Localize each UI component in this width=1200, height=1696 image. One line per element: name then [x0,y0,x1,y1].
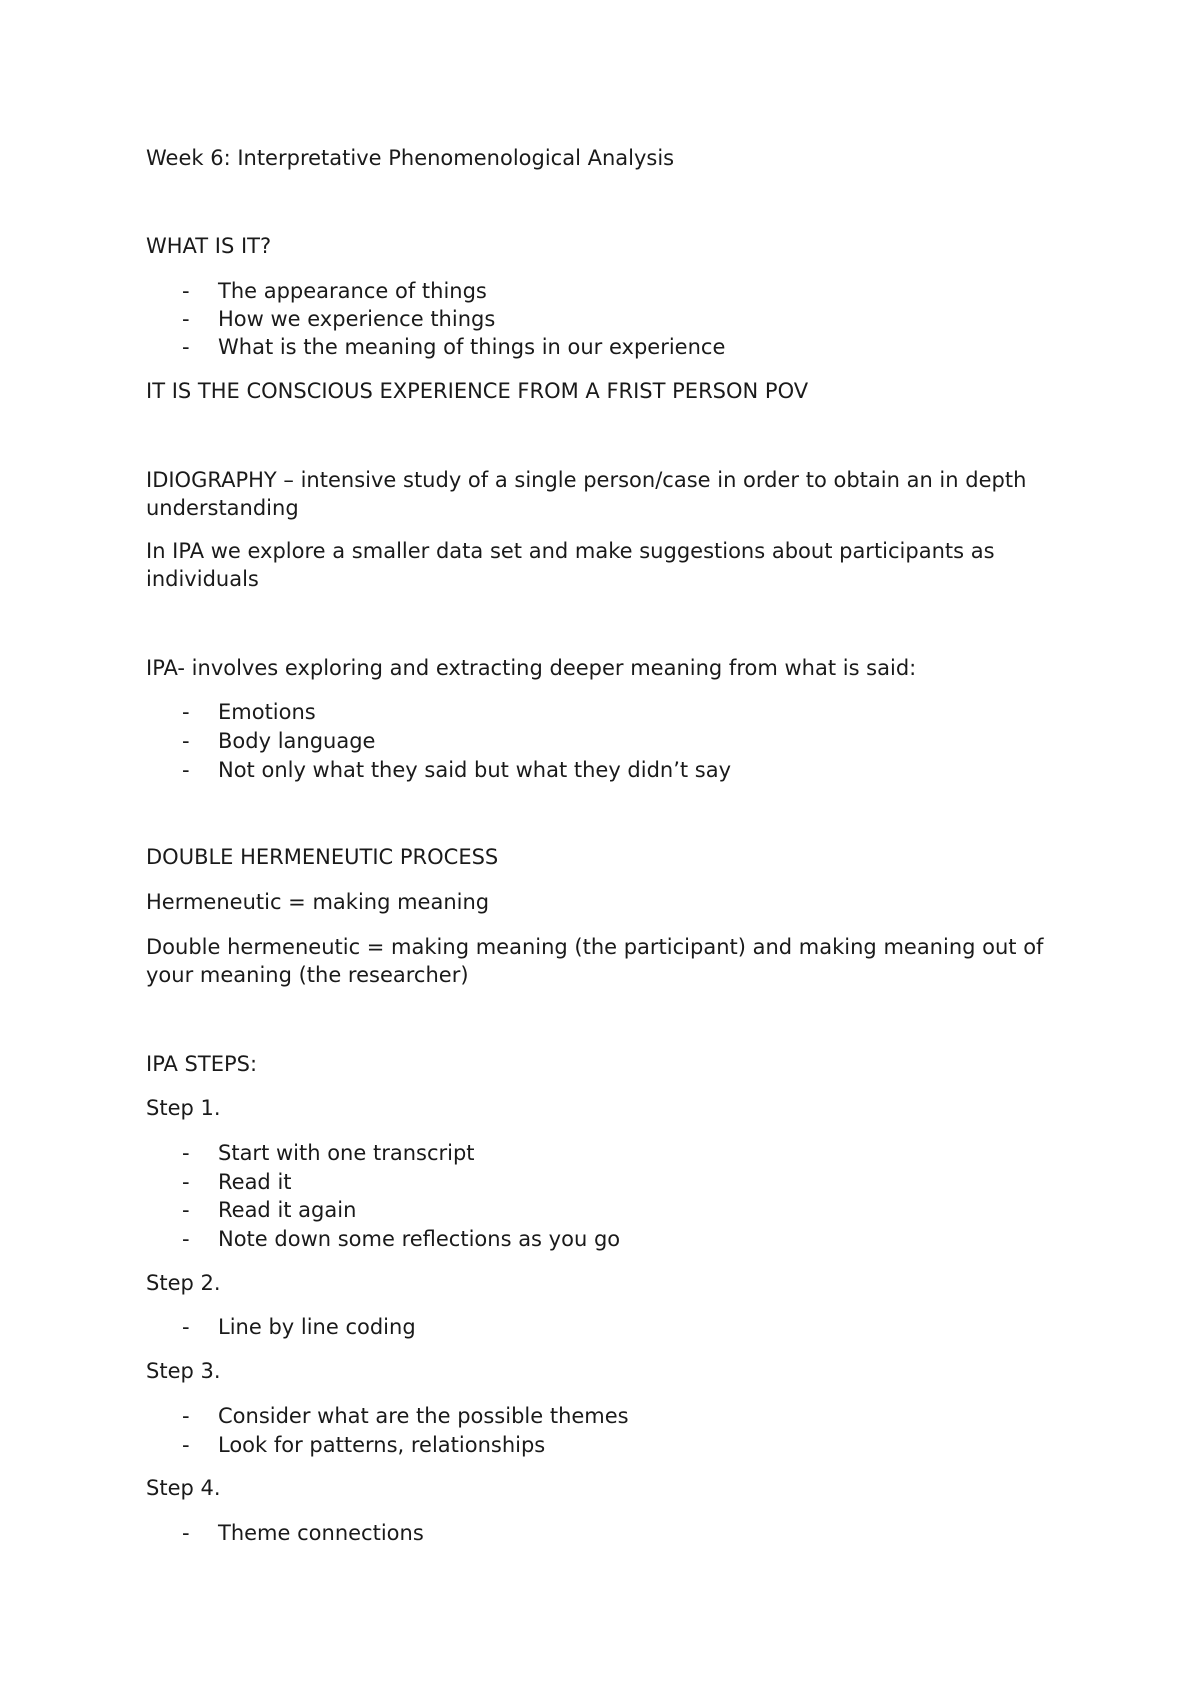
list-item-text: Start with one transcript [218,1141,475,1165]
list-item-text: Consider what are the possible themes [218,1404,629,1428]
bullet-dash: - [182,1404,190,1428]
bullet-dash: - [182,758,190,782]
double-hermeneutic-definition: Double hermeneutic = making meaning (the participant) and making meaning out of your meaning (the researcher) [146,935,1044,987]
list-item-text: Theme connections [218,1521,424,1545]
bullet-dash: - [182,279,190,303]
list-item [182,333,725,361]
list-item [182,1431,545,1459]
list-item [182,756,731,784]
bullet-dash: - [182,1141,190,1165]
bullet-dash: - [182,1198,190,1222]
list-item [182,1519,424,1547]
bullet-dash: - [182,307,190,331]
step-label: Step 2. [146,1271,221,1295]
hermeneutic-definition: Hermeneutic = making meaning [146,890,490,914]
bullet-dash: - [182,1227,190,1251]
list-item [182,1225,620,1253]
list-item-text: Line by line coding [218,1315,416,1339]
list-item [182,1139,475,1167]
bullet-dash: - [182,1315,190,1339]
list-item-text: Not only what they said but what they didn’t say [218,758,732,782]
list-item-text: Body language [218,729,376,753]
section-heading-ipa-steps: IPA STEPS: [146,1052,258,1076]
step-label: Step 4. [146,1476,221,1500]
list-item-text: Emotions [218,700,316,724]
document-title: Week 6: Interpretative Phenomenological Analysis [146,146,675,170]
list-item-text: Note down some reflections as you go [218,1227,621,1251]
bullet-dash: - [182,1521,190,1545]
step-label: Step 3. [146,1359,221,1383]
list-item [182,1196,356,1224]
step-label: Step 1. [146,1096,221,1120]
ipa-intro: IPA- involves exploring and extracting deeper meaning from what is said: [146,656,917,680]
list-item [182,1313,416,1341]
bullet-dash: - [182,729,190,753]
list-item-text: How we experience things [218,307,496,331]
bullet-dash: - [182,1170,190,1194]
bullet-dash: - [182,335,190,359]
section-heading-double-hermeneutic: DOUBLE HERMENEUTIC PROCESS [146,845,499,869]
list-item-text: Look for patterns, relationships [218,1433,546,1457]
list-item-text: Read it again [218,1198,357,1222]
idiography-definition: IDIOGRAPHY – intensive study of a single person/case in order to obtain an in depth understanding [146,468,1027,520]
list-item [182,698,316,726]
list-item-text: What is the meaning of things in our experience [218,335,726,359]
list-item [182,1402,629,1430]
list-item-text: The appearance of things [218,279,487,303]
list-item [182,277,487,305]
list-item-text: Read it [218,1170,292,1194]
list-item [182,305,495,333]
statement-conscious-experience: IT IS THE CONSCIOUS EXPERIENCE FROM A FRIST PERSON POV [146,379,809,403]
idiography-note: In IPA we explore a smaller data set and make suggestions about participants as individuals [146,539,995,591]
list-item [182,1168,292,1196]
bullet-dash: - [182,700,190,724]
list-item [182,727,375,755]
bullet-dash: - [182,1433,190,1457]
section-heading-what-is-it: WHAT IS IT? [146,234,272,258]
